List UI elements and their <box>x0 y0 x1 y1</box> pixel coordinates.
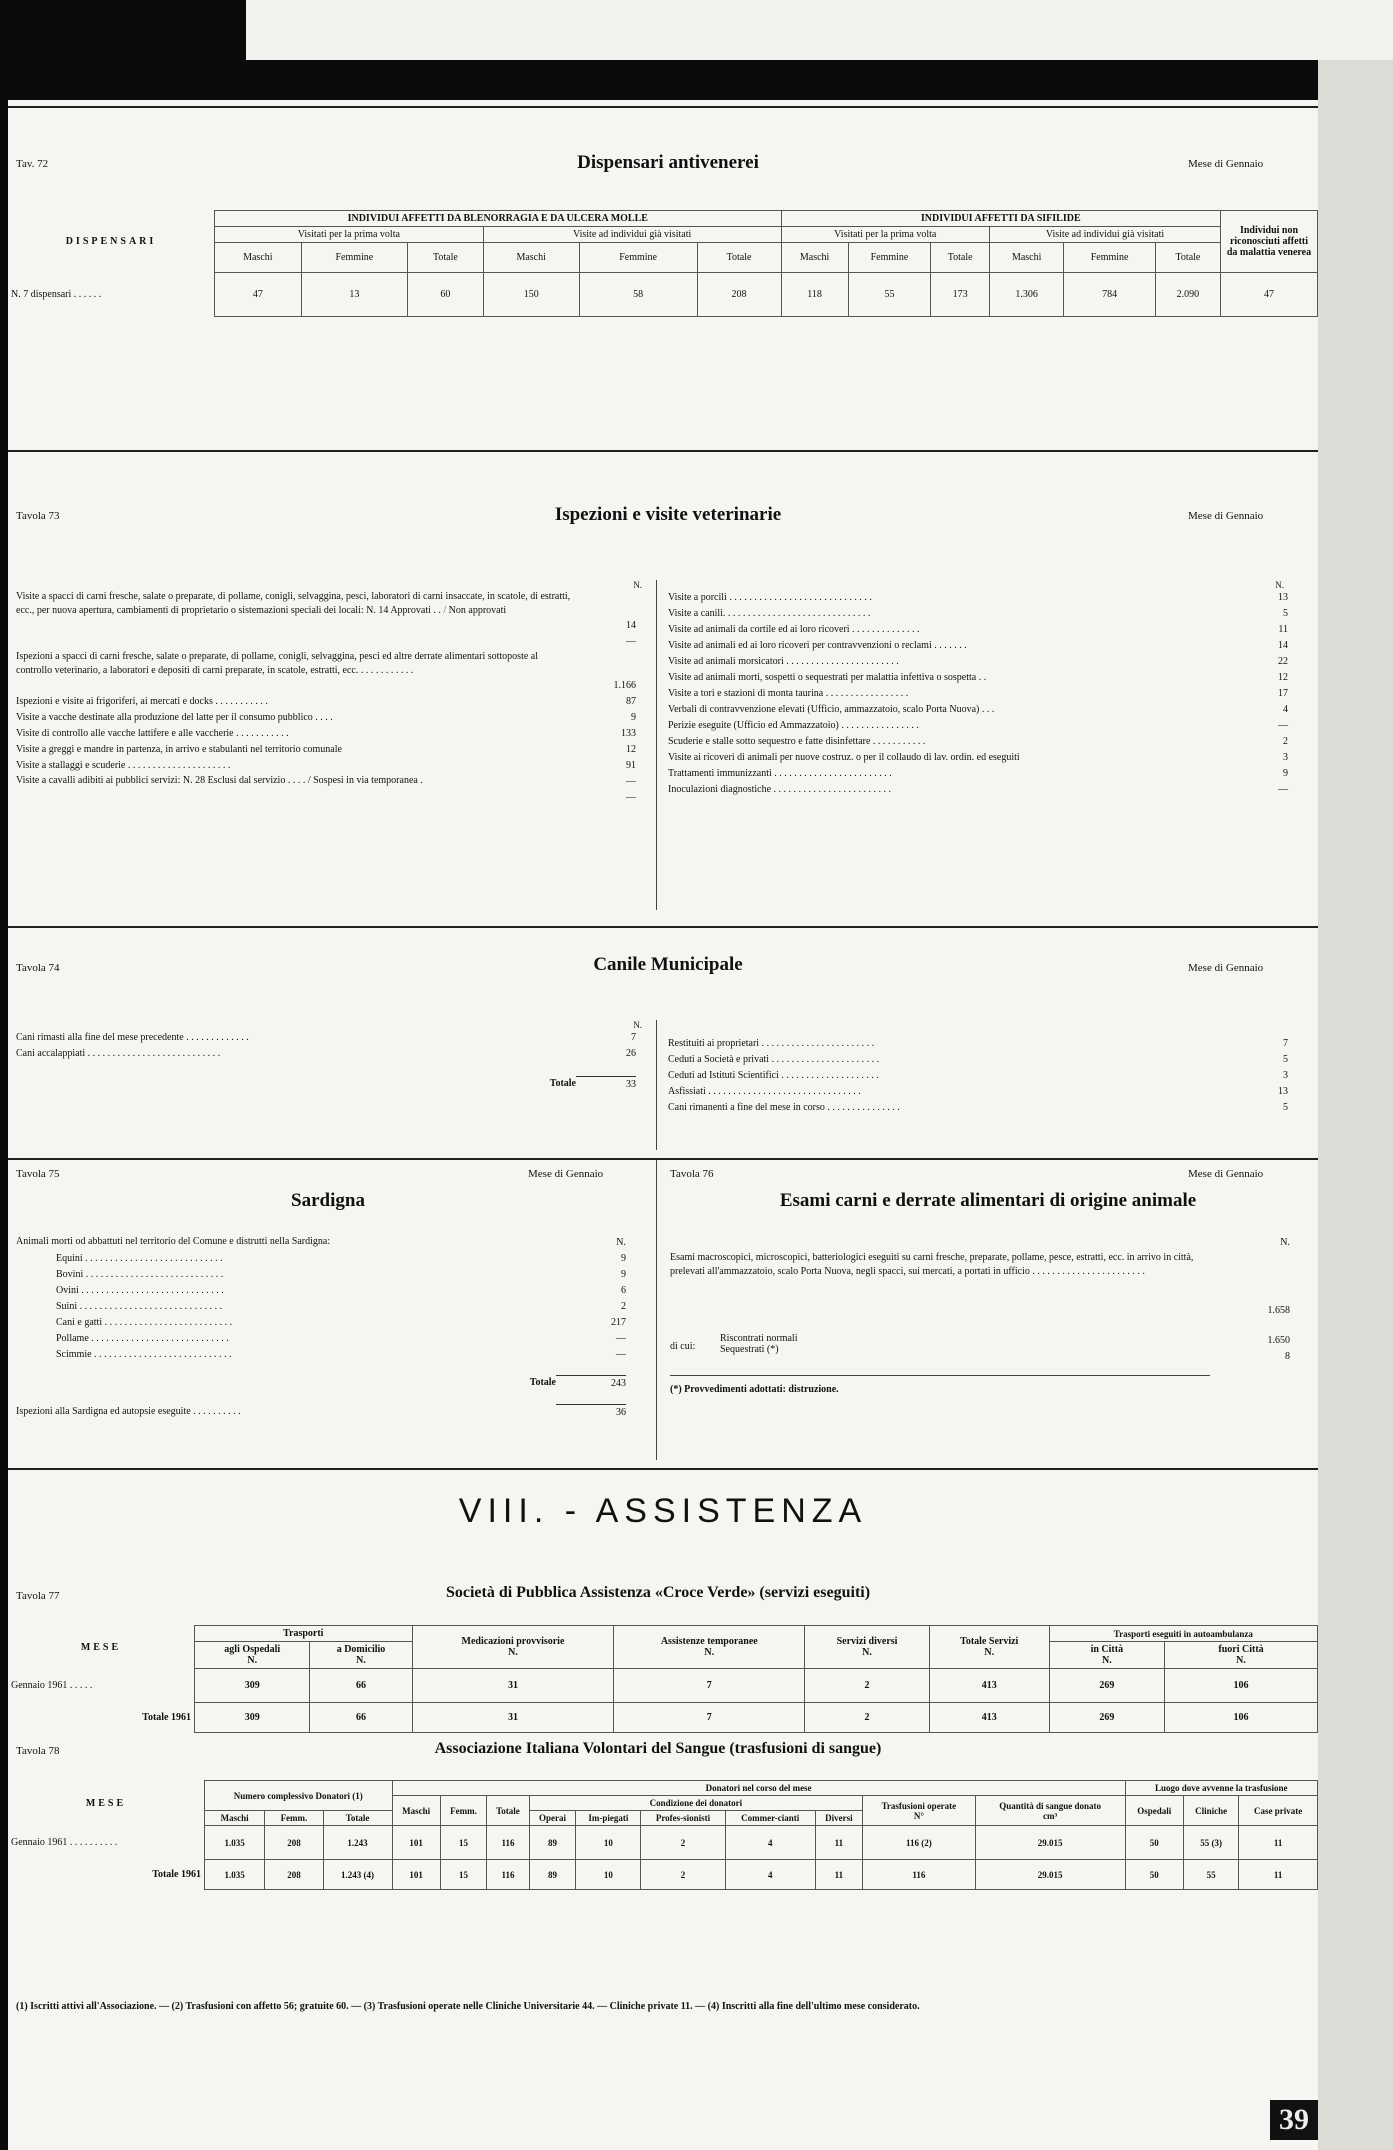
t74-v: 3 <box>1283 1070 1288 1081</box>
t77-ospedali: agli Ospedali N. <box>195 1642 310 1669</box>
t78-cell: 101 <box>392 1826 440 1860</box>
t77-fuori: fuori Città N. <box>1165 1642 1318 1669</box>
document-page <box>8 100 1318 2150</box>
t74-v: 7 <box>1283 1038 1288 1049</box>
t73-label: Tavola 73 <box>16 510 60 522</box>
t73-right-text: Visite a porcili . . . . . . . . . . . . . . . . . . . . . . . . . . . . . <box>668 592 872 603</box>
t75-body <box>16 1235 636 1421</box>
t73-right-text: Verbali di contravvenzione elevati (Ufficio, ammazzatoio, scalo Porta Nuova) . . . <box>668 704 995 715</box>
t72-cell: 784 <box>1064 273 1155 317</box>
t78-numero: Numero complessivo Donatori (1) <box>205 1781 393 1811</box>
t76-note-rule <box>670 1375 1210 1376</box>
t72-blen-again: Visite ad individui già visitati <box>483 227 781 243</box>
t73-v: 9 <box>631 712 636 723</box>
t76-note: (*) Provvedimenti adottati: distruzione. <box>670 1384 839 1395</box>
t74-title: Canile Municipale <box>593 954 743 975</box>
t78-cell: 208 <box>265 1826 323 1860</box>
t73-divider <box>656 580 657 910</box>
t76-total: 1.658 <box>1267 1305 1290 1316</box>
t74-right-text: Ceduti ad Istituti Scientifici . . . . . . . . . . . . . . . . . . . . <box>668 1070 879 1081</box>
t73-n: N. <box>633 580 642 590</box>
t73-v: — <box>1278 784 1288 795</box>
t73-v: — <box>626 776 636 787</box>
t77-cell: 2 <box>805 1703 930 1733</box>
t78-cell: 208 <box>265 1860 323 1890</box>
t75-row-text: Pollame . . . . . . . . . . . . . . . . . . . . . . . . . . . . <box>56 1333 229 1344</box>
t76-di-cui: di cui: <box>670 1341 696 1352</box>
t74-v: 5 <box>1283 1102 1288 1113</box>
t72-h: Totale <box>697 243 781 273</box>
t72-h: Totale <box>1155 243 1220 273</box>
t75-v: 9 <box>621 1253 626 1264</box>
t77-table <box>8 1625 1318 1733</box>
t73-title: Ispezioni e visite veterinarie <box>554 504 782 525</box>
t78-cell: 2 <box>641 1860 726 1890</box>
t74-month: Mese di Gennaio <box>1188 962 1264 974</box>
t75-row-text: Ovini . . . . . . . . . . . . . . . . . . . . . . . . . . . . . <box>56 1285 224 1296</box>
t78-cell: 15 <box>440 1860 487 1890</box>
t78-impiegati: Im-piegati <box>576 1811 641 1826</box>
t72-h: Femmine <box>301 243 407 273</box>
t73-v: 4 <box>1283 704 1288 715</box>
t78-cell: 4 <box>725 1860 815 1890</box>
t76-seq: Sequestrati (*) <box>720 1344 779 1355</box>
t76-title: Esami carni e derrate alimentari di origine animale <box>779 1190 1197 1211</box>
t72-grp-blen: INDIVIDUI AFFETTI DA BLENORRAGIA E DA ULCERA MOLLE <box>215 211 782 227</box>
t74-total: 33 <box>576 1076 636 1093</box>
t78-luogo: Luogo dove avvenne la trasfusione <box>1125 1781 1317 1796</box>
t74-v: 13 <box>1278 1086 1288 1097</box>
t72-cell: 173 <box>931 273 990 317</box>
t77-cell: 2 <box>805 1669 930 1703</box>
t74-label: Tavola 74 <box>16 962 60 974</box>
t77-cell: 31 <box>412 1703 614 1733</box>
t78-cell: 50 <box>1125 1826 1183 1860</box>
t78-num-femm: Femm. <box>265 1811 323 1826</box>
t78-cell: 55 <box>1183 1860 1238 1890</box>
t78-operai: Operai <box>529 1811 576 1826</box>
t77-domicilio: a Domicilio N. <box>310 1642 412 1669</box>
t76-label: Tavola 76 <box>670 1168 714 1180</box>
t76-norm-v: 1.650 <box>1267 1335 1290 1346</box>
t72-cell: 118 <box>781 273 848 317</box>
t73-v: 87 <box>626 696 636 707</box>
t73-v: — <box>626 792 636 803</box>
t73-right-text: Visite ad animali ed ai loro ricoveri per contravvenzioni o reclami . . . . . . . <box>668 640 967 651</box>
t78-cell: 11 <box>815 1860 863 1890</box>
t72-sif-first: Visitati per la prima volta <box>781 227 989 243</box>
t73-left-text: Visite a cavalli adibiti ai pubblici servizi: N. 28 Esclusi dal servizio . . . . / Sospesi in via temporanea . <box>16 775 423 786</box>
t73-v: 14 <box>1278 640 1288 651</box>
t76-text: Esami macroscopici, microscopici, batteriologici eseguiti su carni fresche, preparate, pollame, pesce, estratti, ecc. in arrivo in città, prelevati all'ammazzatoio, scalo Porta Nuova, negli spacci, sui mercati, a portati in ufficio . . . . . . . . . . . . . . . . . . . . . . . <box>670 1252 1194 1277</box>
t73-v: 12 <box>626 744 636 755</box>
t73-left-row <box>16 774 646 806</box>
t76-norm: Riscontrati normali <box>720 1333 798 1344</box>
t72-cell: 58 <box>579 273 697 317</box>
t75-v: — <box>616 1349 626 1360</box>
t75-row-text: Cani e gatti . . . . . . . . . . . . . . . . . . . . . . . . . . <box>56 1317 233 1328</box>
t77-medicazioni: Medicazioni provvisorie N. <box>412 1626 614 1669</box>
t75-v: 2 <box>621 1301 626 1312</box>
t76-body <box>670 1235 1310 1395</box>
t77-cell: 7 <box>614 1669 805 1703</box>
t77-mese: MESE <box>80 1641 122 1653</box>
t78-cliniche: Cliniche <box>1183 1796 1238 1826</box>
t72-cell: 13 <box>301 273 407 317</box>
t73-right-text: Inoculazioni diagnostiche . . . . . . . . . . . . . . . . . . . . . . . . <box>668 784 892 795</box>
t73-v: 5 <box>1283 608 1288 619</box>
t77-trasporti: Trasporti <box>195 1626 413 1642</box>
t72-h: Maschi <box>989 243 1063 273</box>
t72-h: Femmine <box>1064 243 1155 273</box>
t73-right-text: Visite ad animali morti, sospetti o sequestrati per malattia infettiva o sospetta . . <box>668 672 987 683</box>
t78-trasfusioni: Trasfusioni operate N° <box>863 1796 975 1826</box>
t73-left-row <box>16 726 646 742</box>
t73-right-text: Scuderie e stalle sotto sequestro e fatte disinfettare . . . . . . . . . . . <box>668 736 926 747</box>
t74-v: 5 <box>1283 1054 1288 1065</box>
t78-totale: Totale <box>487 1796 529 1826</box>
t73-right <box>668 580 1288 798</box>
t78-cell: 55 (3) <box>1183 1826 1238 1860</box>
t77-cell: 106 <box>1165 1669 1318 1703</box>
t78-title: Associazione Italiana Volontari del Sangue (trasfusioni di sangue) <box>434 1740 882 1757</box>
t74-total-label: Totale <box>549 1078 576 1089</box>
t73-v: — <box>1278 720 1288 731</box>
t78-cell: 2 <box>641 1826 726 1860</box>
t73-right-text: Perizie eseguite (Ufficio ed Ammazzatoio) . . . . . . . . . . . . . . . . <box>668 720 919 731</box>
right-margin <box>1318 60 1393 2150</box>
t78-row-label: Gennaio 1961 . . . . . . . . . . <box>11 1837 118 1848</box>
t78-mese: MESE <box>85 1797 127 1809</box>
t75-total: 243 <box>556 1375 626 1392</box>
t72-cell: 47 <box>215 273 302 317</box>
t78-maschi: Maschi <box>392 1796 440 1826</box>
t74-divider <box>656 1020 657 1150</box>
t77-cell: 413 <box>929 1703 1049 1733</box>
t74-left-text: Cani accalappiati . . . . . . . . . . . . . . . . . . . . . . . . . . . <box>16 1048 221 1059</box>
t72-h: Maschi <box>215 243 302 273</box>
t75-n: N. <box>616 1237 626 1248</box>
t72-cell: 1.306 <box>989 273 1063 317</box>
t72-col-dispensari: DISPENSARI <box>65 236 157 247</box>
t73-month: Mese di Gennaio <box>1188 510 1264 522</box>
t77-totale: Totale Servizi N. <box>929 1626 1049 1669</box>
t77-servizi: Servizi diversi N. <box>805 1626 930 1669</box>
t72-month: Mese di Gennaio <box>1188 158 1264 170</box>
t75-v: 6 <box>621 1285 626 1296</box>
t73-left <box>16 580 646 806</box>
section-heading: VIII. - ASSISTENZA <box>458 1492 868 1530</box>
rule <box>8 1468 1318 1470</box>
t74-n: N. <box>633 1020 642 1030</box>
t72-label: Tav. 72 <box>16 158 49 170</box>
t73-left-row <box>16 694 646 710</box>
t73-non-approvati: Non approvati <box>448 605 507 616</box>
t77-cell: 7 <box>614 1703 805 1733</box>
t73-left-text: Visite a stallaggi e scuderie . . . . . . . . . . . . . . . . . . . . . <box>16 760 231 771</box>
rule <box>8 450 1318 452</box>
t72-table <box>8 210 1318 317</box>
t73-left-row <box>16 758 646 774</box>
t72-cell: 60 <box>408 273 484 317</box>
t78-num-maschi: Maschi <box>205 1811 265 1826</box>
t77-cell: 413 <box>929 1669 1049 1703</box>
t78-cell: 101 <box>392 1860 440 1890</box>
t73-left-text: Visite a vacche destinate alla produzione del latte per il consumo pubblico . . . . <box>16 712 333 723</box>
t73-approvati: Approvati . . <box>390 605 441 616</box>
t72-h: Totale <box>931 243 990 273</box>
t78-cell: 10 <box>576 1826 641 1860</box>
t75-month: Mese di Gennaio <box>528 1168 604 1180</box>
t73-left-text: Visite a spacci di carni fresche, salate o preparate, di pollame, conigli, selvaggina, pesci, laboratori di carni insaccate, in scatole, di estratti, ecc., per nuova apertura, cambiamenti di proprietario o sistemazioni speciali dei locali: N. 14 Approvati . . / Non approvati <box>16 591 571 616</box>
t75-ispezioni: Ispezioni alla Sardigna ed autopsie eseguite . . . . . . . . . . <box>16 1406 241 1417</box>
t74-right <box>668 1020 1288 1116</box>
t78-cell: 10 <box>576 1860 641 1890</box>
t72-cell: 150 <box>483 273 579 317</box>
t73-left-row <box>16 742 646 758</box>
t78-cell: 116 <box>487 1826 529 1860</box>
t72-cell: 208 <box>697 273 781 317</box>
t73-v: 133 <box>621 728 636 739</box>
t74-right-text: Asfissiati . . . . . . . . . . . . . . . . . . . . . . . . . . . . . . . <box>668 1086 861 1097</box>
t73-v: 22 <box>1278 656 1288 667</box>
t73-esclusi: Esclusi dal servizio . . . . <box>207 775 306 786</box>
t78-cell: 1.035 <box>205 1826 265 1860</box>
t75-total-label: Totale <box>529 1377 556 1388</box>
t77-assistenze: Assistenze temporanee N. <box>614 1626 805 1669</box>
t72-blen-first: Visitati per la prima volta <box>215 227 484 243</box>
t74-right-text: Restituiti ai proprietari . . . . . . . . . . . . . . . . . . . . . . . <box>668 1038 875 1049</box>
t75-title: Sardigna <box>291 1190 365 1211</box>
t78-cell: 29.015 <box>975 1860 1125 1890</box>
t78-cell: 50 <box>1125 1860 1183 1890</box>
t77-cell: 31 <box>412 1669 614 1703</box>
t75-t76-divider <box>656 1160 657 1460</box>
t77-citta: in Città N. <box>1049 1642 1164 1669</box>
t76-seq-v: 8 <box>1285 1351 1290 1362</box>
t74-left <box>16 1020 646 1093</box>
t72-cell: 47 <box>1221 273 1318 317</box>
t75-v: 217 <box>611 1317 626 1328</box>
t73-right-text: Visite a tori e stazioni di monta taurina . . . . . . . . . . . . . . . . . <box>668 688 909 699</box>
t73-left-row <box>16 710 646 726</box>
t73-left-text: Visite a greggi e mandre in partenza, in arrivo e stabulanti nel territorio comunale <box>16 744 342 755</box>
t73-sospesi: Sospesi in via temporanea . <box>313 775 423 786</box>
t78-cell: 11 <box>815 1826 863 1860</box>
t78-ospedali: Ospedali <box>1125 1796 1183 1826</box>
t72-title: Dispensari antivenerei <box>577 152 759 173</box>
t78-condizione: Condizione dei donatori <box>529 1796 863 1811</box>
t77-title: Società di Pubblica Assistenza «Croce Verde» (servizi eseguiti) <box>445 1584 871 1601</box>
t78-cell: 1.035 <box>205 1860 265 1890</box>
t72-cell: 55 <box>848 273 931 317</box>
t78-cell: 4 <box>725 1826 815 1860</box>
t78-cell: 15 <box>440 1826 487 1860</box>
t78-quantita: Quantità di sangue donato cm³ <box>975 1796 1125 1826</box>
t77-cell: 269 <box>1049 1669 1164 1703</box>
top-rule <box>8 106 1318 108</box>
t78-cell: 116 <box>487 1860 529 1890</box>
t78-femm: Femm. <box>440 1796 487 1826</box>
t72-col-individui: Individui non riconosciuti affetti da malattia venerea <box>1221 211 1318 273</box>
t77-cell: 66 <box>310 1669 412 1703</box>
t78-cell: 116 (2) <box>863 1826 975 1860</box>
t77-cell: 106 <box>1165 1703 1318 1733</box>
t78-table <box>8 1780 1318 1890</box>
t73-v: 12 <box>1278 672 1288 683</box>
t73-v: 9 <box>1283 768 1288 779</box>
t74-right-text: Cani rimanenti a fine del mese in corso . . . . . . . . . . . . . . . <box>668 1102 900 1113</box>
t73-right-text: Visite ai ricoveri di animali per nuove costruz. o per il collaudo di lav. ordin. ed eseguiti <box>668 752 1020 763</box>
t74-left-text: Cani rimasti alla fine del mese precedente . . . . . . . . . . . . . <box>16 1032 249 1043</box>
t73-v: 91 <box>626 760 636 771</box>
t73-right-text: Visite ad animali da cortile ed ai loro ricoveri . . . . . . . . . . . . . . <box>668 624 920 635</box>
t73-v: 17 <box>1278 688 1288 699</box>
t73-v: — <box>626 636 636 647</box>
t73-right-text: Visite a canili. . . . . . . . . . . . . . . . . . . . . . . . . . . . . . <box>668 608 871 619</box>
t72-row-label: N. 7 dispensari . . . . . . <box>11 289 102 300</box>
t75-intro: Animali morti od abbattuti nel territorio del Comune e distrutti nella Sardigna: <box>16 1236 331 1247</box>
t78-cell: 1.243 <box>323 1826 392 1860</box>
t73-left-text: Visite di controllo alle vacche lattifere e alle vaccherie . . . . . . . . . . . <box>16 728 289 739</box>
t72-h: Maschi <box>483 243 579 273</box>
t78-donatori-corso: Donatori nel corso del mese <box>392 1781 1125 1796</box>
t75-row-text: Scimmie . . . . . . . . . . . . . . . . . . . . . . . . . . . . <box>56 1349 232 1360</box>
t78-commercianti: Commer-cianti <box>725 1811 815 1826</box>
t77-cell: 309 <box>195 1703 310 1733</box>
t78-case: Case private <box>1239 1796 1318 1826</box>
t78-cell: 11 <box>1239 1860 1318 1890</box>
rule <box>8 1158 1318 1160</box>
t77-label: Tavola 77 <box>16 1590 60 1602</box>
t73-v: 2 <box>1283 736 1288 747</box>
t78-footnote: (1) Iscritti attivi all'Associazione. — (2) Trasfusioni con affetto 56; gratuite 60. — (3) Trasfusioni operate nelle Cliniche Universitarie 44. — Cliniche private 11. — (4) Inscritti alla fine dell'ultimo mese considerato. <box>16 2001 920 2012</box>
top-paper-edge <box>246 0 1393 60</box>
t73-left-text: Ispezioni e visite ai frigoriferi, ai mercati e docks . . . . . . . . . . . <box>16 696 268 707</box>
t78-label: Tavola 78 <box>16 1745 60 1757</box>
t76-month: Mese di Gennaio <box>1188 1168 1264 1180</box>
rule <box>8 926 1318 928</box>
t74-v: 26 <box>626 1048 636 1059</box>
t75-label: Tavola 75 <box>16 1168 60 1180</box>
t73-left-text: Ispezioni a spacci di carni fresche, salate o preparate, di pollame, conigli, selvaggina, pesci ed altre derrate alimentari sottoposte al controllo veterinario, a laboratori e depositi di carni preparate, in scatole, estratti, ecc. . . . . . . . . . . . <box>16 651 539 676</box>
t75-row-text: Suini . . . . . . . . . . . . . . . . . . . . . . . . . . . . . <box>56 1301 223 1312</box>
t73-v: 3 <box>1283 752 1288 763</box>
t77-cell: 309 <box>195 1669 310 1703</box>
t77-row-label: Gennaio 1961 . . . . . <box>11 1680 93 1691</box>
t73-right-text: Visite ad animali morsicatori . . . . . . . . . . . . . . . . . . . . . . . <box>668 656 899 667</box>
t78-diversi: Diversi <box>815 1811 863 1826</box>
t78-cell: 89 <box>529 1826 576 1860</box>
t78-cell: 116 <box>863 1860 975 1890</box>
t73-v: 14 <box>626 620 636 631</box>
t75-row-text: Bovini . . . . . . . . . . . . . . . . . . . . . . . . . . . . <box>56 1269 224 1280</box>
t78-total-label: Totale 1961 <box>152 1869 201 1880</box>
t72-h: Totale <box>408 243 484 273</box>
t77-trasp-auto: Trasporti eseguiti in autoambulanza <box>1049 1626 1317 1642</box>
t72-h: Maschi <box>781 243 848 273</box>
t75-v: 9 <box>621 1269 626 1280</box>
t72-h: Femmine <box>848 243 931 273</box>
t75-ispezioni-v: 36 <box>556 1404 626 1421</box>
t78-cell: 89 <box>529 1860 576 1890</box>
t72-cell: 2.090 <box>1155 273 1220 317</box>
t73-n: N. <box>1275 580 1284 590</box>
t73-v: 13 <box>1278 592 1288 603</box>
t73-v: 11 <box>1278 624 1288 635</box>
t78-cell: 1.243 (4) <box>323 1860 392 1890</box>
t77-cell: 66 <box>310 1703 412 1733</box>
t78-professionisti: Profes-sionisti <box>641 1811 726 1826</box>
t78-num-totale: Totale <box>323 1811 392 1826</box>
t73-v: 1.166 <box>613 680 636 691</box>
t73-left-row <box>16 590 646 650</box>
t75-row-text: Equini . . . . . . . . . . . . . . . . . . . . . . . . . . . . <box>56 1253 223 1264</box>
t74-v: 7 <box>631 1032 636 1043</box>
t77-cell: 269 <box>1049 1703 1164 1733</box>
t78-cell: 11 <box>1239 1826 1318 1860</box>
t75-v: — <box>616 1333 626 1344</box>
t72-grp-sif: INDIVIDUI AFFETTI DA SIFILIDE <box>781 211 1220 227</box>
t78-cell: 29.015 <box>975 1826 1125 1860</box>
t72-h: Femmine <box>579 243 697 273</box>
t73-right-text: Trattamenti immunizzanti . . . . . . . . . . . . . . . . . . . . . . . . <box>668 768 892 779</box>
t72-sif-again: Visite ad individui già visitati <box>989 227 1220 243</box>
t77-total-label: Totale 1961 <box>142 1712 191 1723</box>
t76-n: N. <box>1280 1237 1290 1248</box>
t74-right-text: Ceduti a Società e privati . . . . . . . . . . . . . . . . . . . . . . <box>668 1054 880 1065</box>
page-number: 39 <box>1270 2100 1318 2140</box>
t73-left-row <box>16 650 646 694</box>
